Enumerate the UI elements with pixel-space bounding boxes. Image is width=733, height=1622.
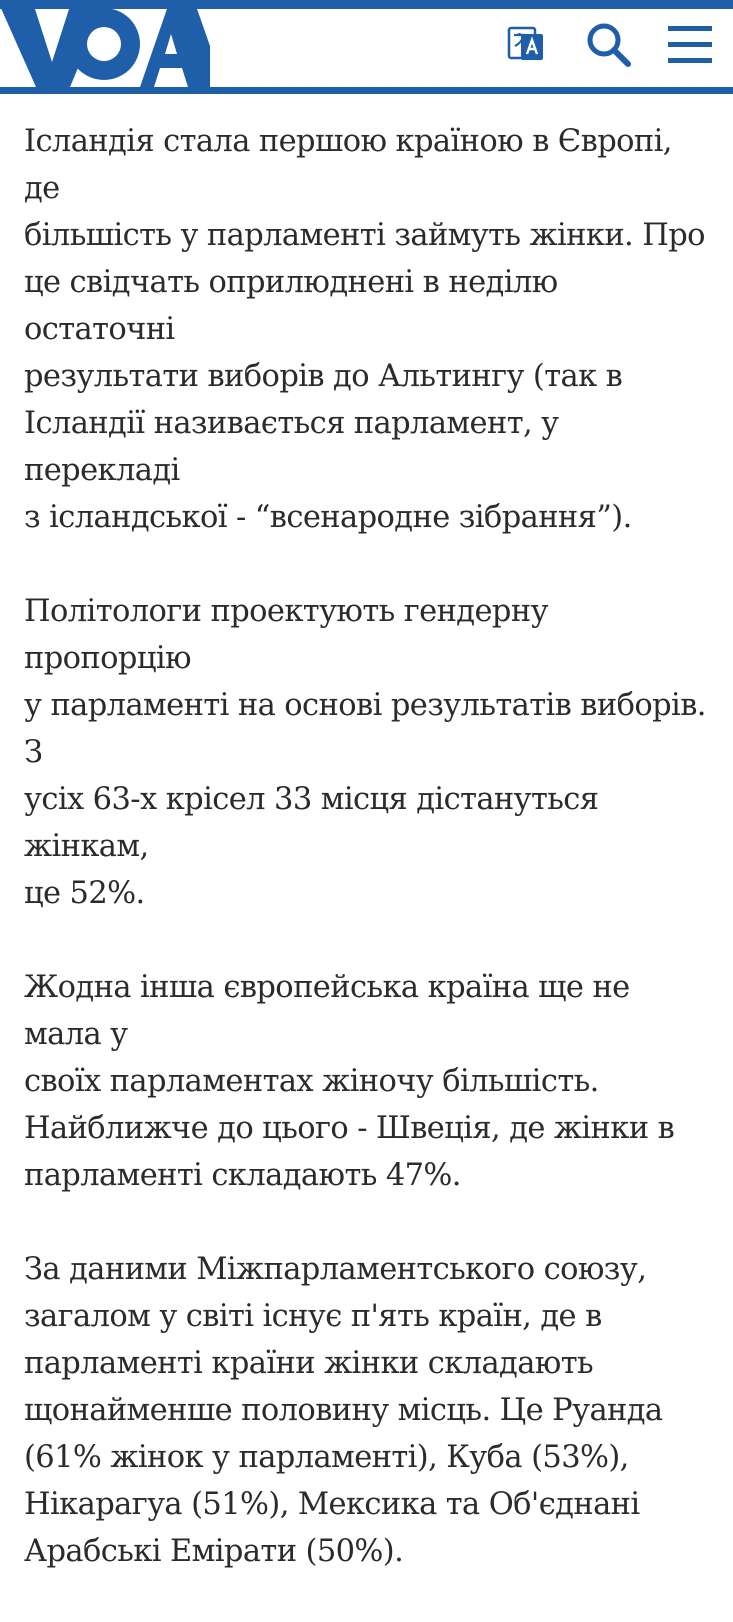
language-icon[interactable] (500, 18, 552, 70)
article-paragraph: Ісландія стала першою країною в Європі, де більшість у парламенті займуть жінки. Про це свідчать оприлюднені в неділю остаточні результати виборів до Альтингу (так в Ісландії називається парламент, у перекладі з ісландської - “всенародне зібрання”). (24, 124, 705, 535)
search-icon[interactable] (582, 18, 634, 70)
article-paragraph: За даними Міжпарламентського союзу, загалом у світі існує п'ять країн, де в парламенті країни жінки складають щонайменше половину місць. Це Руанда (61% жінок у парламенті), Куба (53%), Нікарагуа (51%), Мексика та Об'єднані Арабські Емірати (50%). (24, 1252, 663, 1569)
article-paragraph: Політологи проектують гендерну пропорцію у парламенті на основі результатів виборів. З усіх 63-х крісел 33 місця дістануться жінкам, це 52%. (24, 594, 706, 911)
site-header (0, 0, 733, 94)
article-paragraph: Жодна інша європейська країна ще не мала у своїх парламентах жіночу більшість. Найближче до цього - Швеція, де жінки в парламенті складають 47%. (24, 970, 675, 1193)
article-body (24, 118, 714, 1622)
voa-logo[interactable] (0, 0, 210, 87)
menu-icon[interactable] (664, 18, 716, 70)
